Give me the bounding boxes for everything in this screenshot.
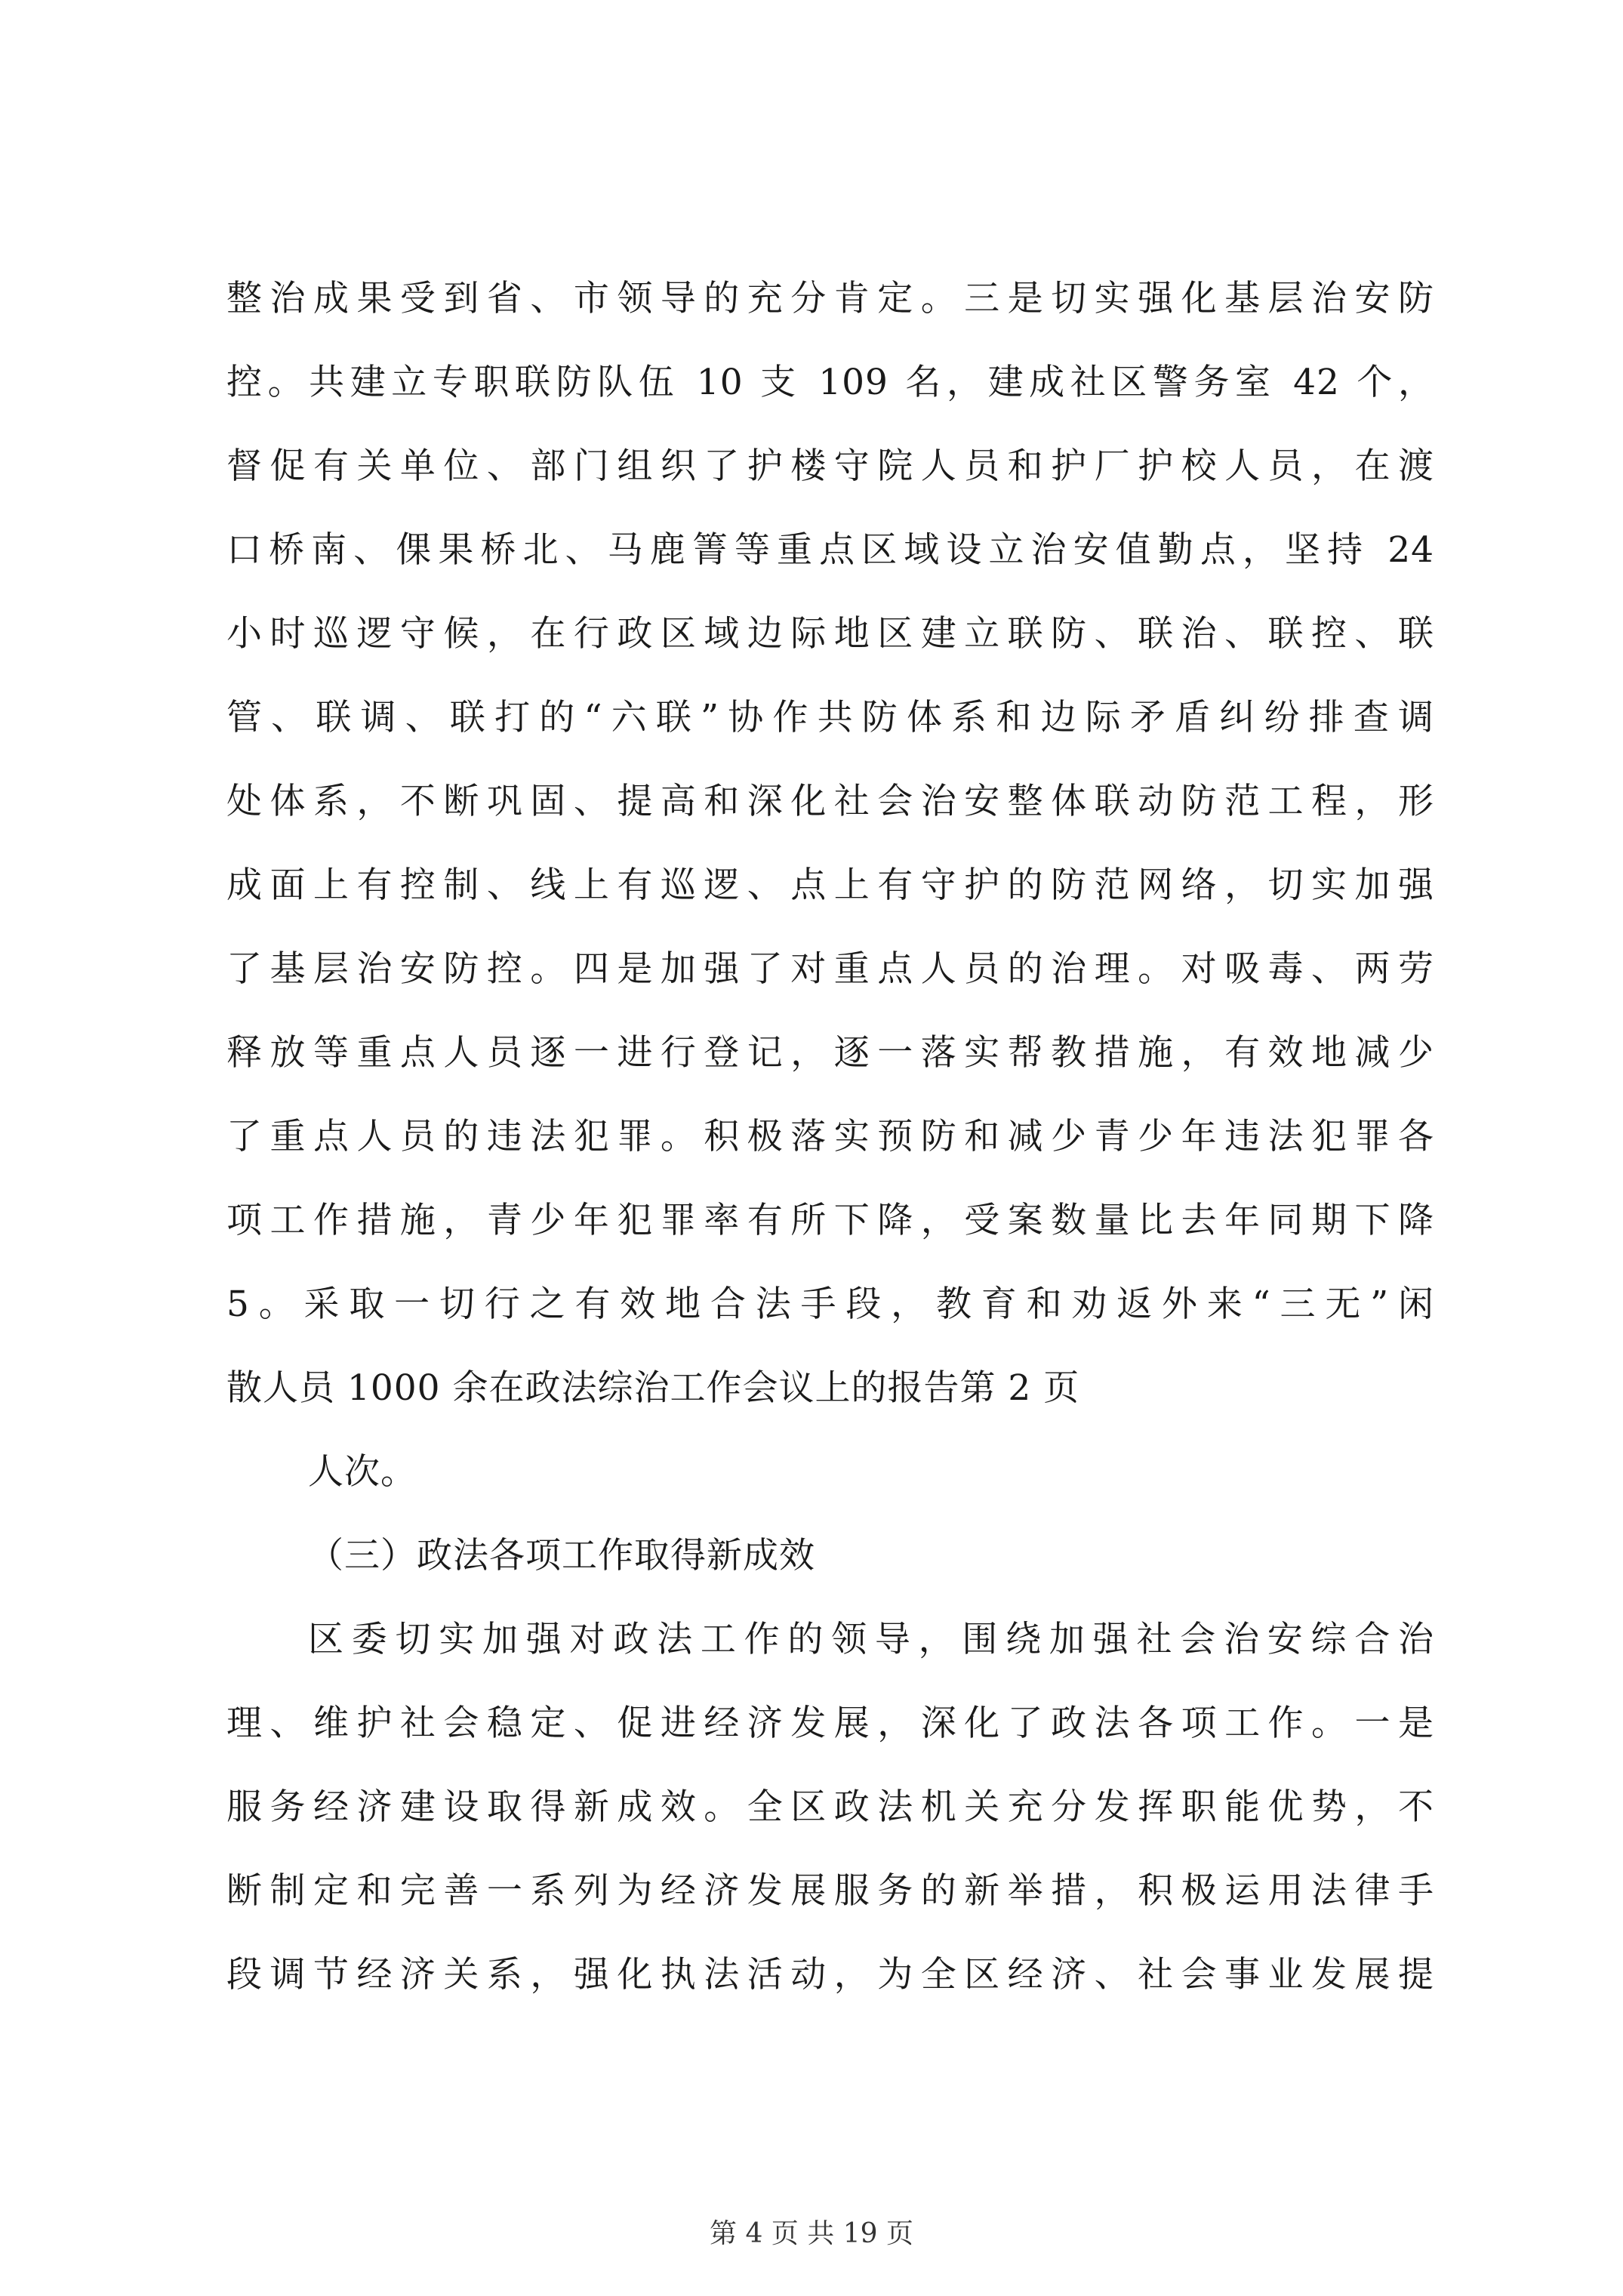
- text-line-6: 管、联调、联打的“六联”协作共防体系和边际矛盾纠纷排查调: [226, 697, 1434, 738]
- text-line-4: 口桥南、倮果桥北、马鹿箐等重点区域设立治安值勤点，坚持 24: [226, 529, 1434, 571]
- text-line-10: 释放等重点人员逐一进行登记，逐一落实帮教措施，有效地减少: [226, 1032, 1434, 1074]
- text-line-21: 段调节经济关系，强化执法活动，为全区经济、社会事业发展提: [226, 1954, 1434, 1996]
- page-footer: 第 4 页 共 19 页: [710, 2218, 913, 2249]
- text-line-17: 区委切实加强对政法工作的领导，围绕加强社会治安综合治: [308, 1619, 1434, 1660]
- section-heading: （三）政法各项工作取得新成效: [308, 1535, 815, 1576]
- text-line-19: 服务经济建设取得新成效。全区政法机关充分发挥职能优势，不: [226, 1786, 1434, 1828]
- text-line-15: 人次。: [308, 1451, 417, 1493]
- text-line-1: 整治成果受到省、市领导的充分肯定。三是切实强化基层治安防: [226, 278, 1434, 319]
- text-line-7: 处体系，不断巩固、提高和深化社会治安整体联动防范工程，形: [226, 781, 1434, 822]
- text-line-20: 断制定和完善一系列为经济发展服务的新举措，积极运用法律手: [226, 1870, 1434, 1912]
- text-line-8: 成面上有控制、线上有巡逻、点上有守护的防范网络，切实加强: [226, 864, 1434, 906]
- text-line-11: 了重点人员的违法犯罪。积极落实预防和减少青少年违法犯罪各: [226, 1116, 1434, 1157]
- text-line-5: 小时巡逻守候，在行政区域边际地区建立联防、联治、联控、联: [226, 613, 1434, 655]
- text-line-18: 理、维护社会稳定、促进经济发展，深化了政法各项工作。一是: [226, 1703, 1434, 1744]
- body-text: [226, 257, 1434, 2017]
- text-line-9: 了基层治安防控。四是加强了对重点人员的治理。对吸毒、两劳: [226, 948, 1434, 990]
- text-line-13: 5。采取一切行之有效地合法手段，教育和劝返外来“三无”闲: [226, 1284, 1434, 1325]
- text-line-14: 散人员 1000 余在政法综治工作会议上的报告第 2 页: [226, 1367, 1080, 1409]
- text-line-3: 督促有关单位、部门组织了护楼守院人员和护厂护校人员，在渡: [226, 445, 1434, 487]
- text-line-2: 控。共建立专职联防队伍 10 支 109 名，建成社区警务室 42 个，: [226, 362, 1434, 403]
- text-line-12: 项工作措施，青少年犯罪率有所下降，受案数量比去年同期下降: [226, 1200, 1434, 1241]
